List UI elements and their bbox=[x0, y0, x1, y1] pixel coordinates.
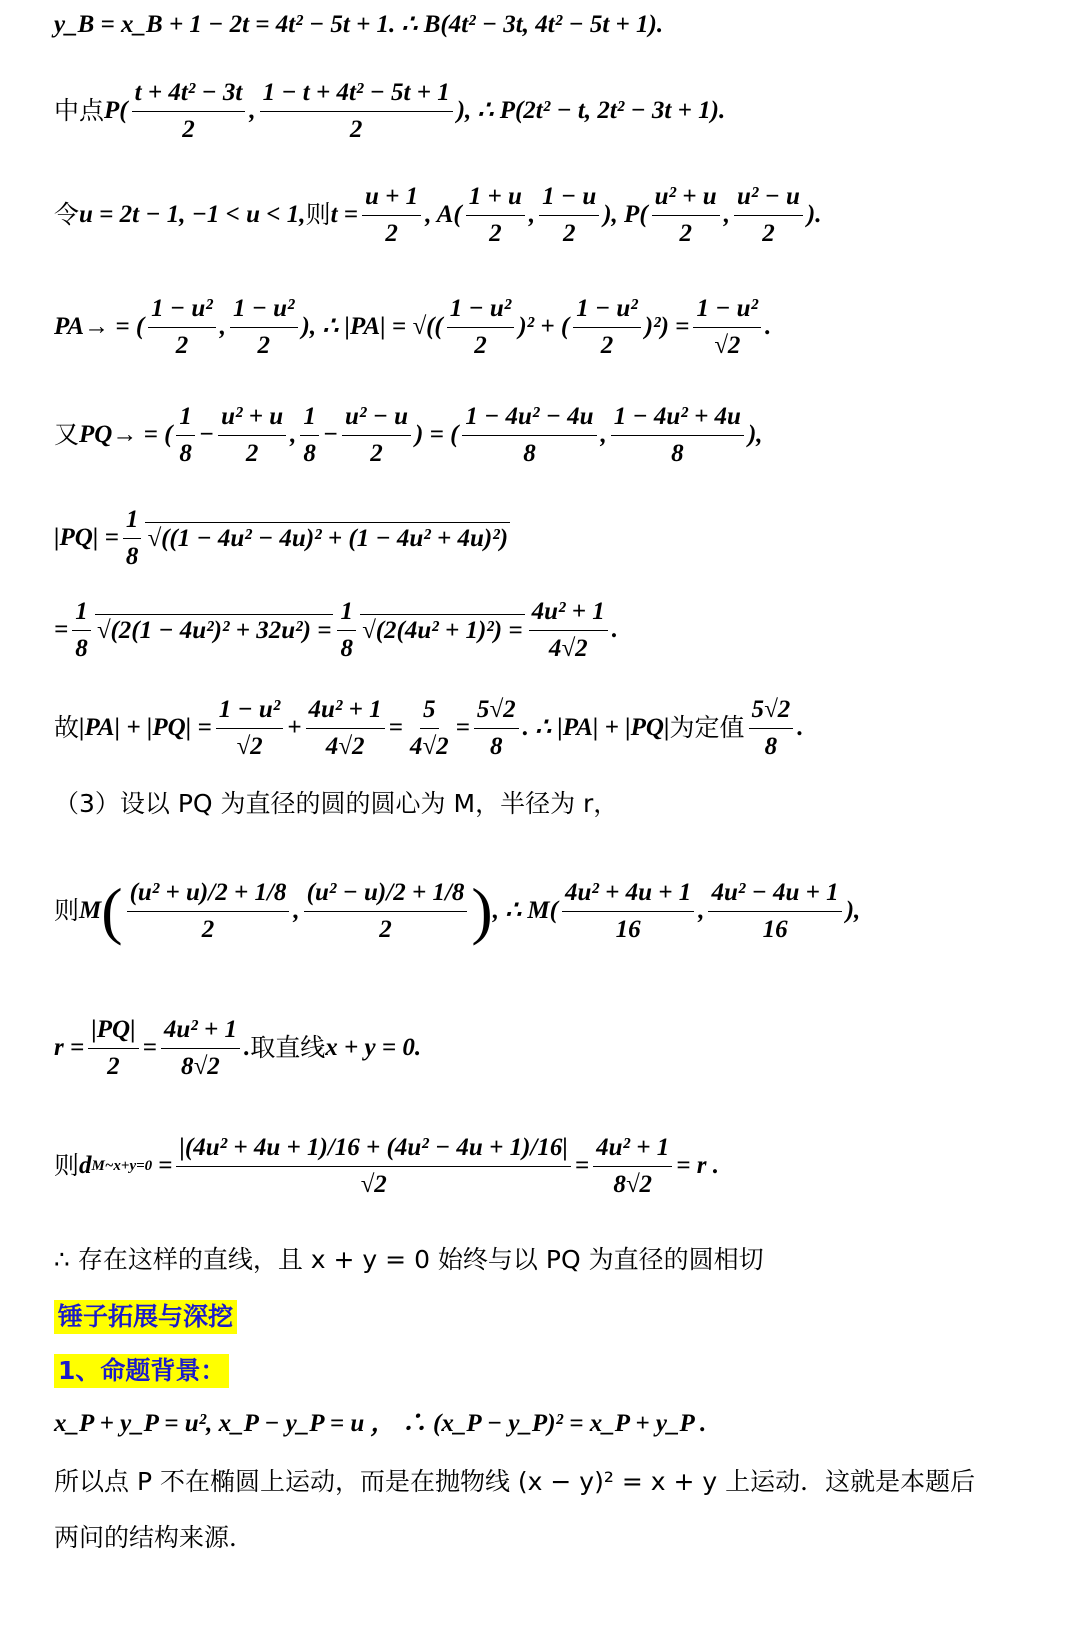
denominator: 16 bbox=[615, 915, 641, 943]
line-11-line: x + y = 0. bbox=[325, 1034, 422, 1061]
line-12-end: = r . bbox=[676, 1152, 719, 1179]
fraction bbox=[407, 695, 452, 762]
numerator: 1 − u² bbox=[148, 294, 216, 328]
denominator: 2 bbox=[257, 331, 271, 359]
line-8-b: . ∴ |PA| + |PQ| bbox=[522, 714, 670, 741]
sqrt-expression: √((1 − 4u² − 4u)² + (1 − 4u² + 4u)²) bbox=[145, 522, 510, 554]
line-11-cn: 取直线 bbox=[250, 1033, 326, 1062]
denominator: 8 bbox=[671, 439, 684, 467]
line-4-d: )²) = bbox=[644, 313, 690, 340]
line-2-p: P( bbox=[104, 97, 128, 124]
denominator: 8 bbox=[764, 732, 778, 760]
line-8-cn2: 为定值 bbox=[669, 713, 745, 742]
line-10-end: ), bbox=[845, 897, 861, 924]
part-3-intro: （3）设以 PQ 为直径的圆的圆心为 M，半径为 r， bbox=[54, 789, 619, 818]
denominator: 2 bbox=[245, 439, 259, 467]
fraction bbox=[127, 878, 290, 945]
line-10 bbox=[54, 846, 1050, 976]
subsection-heading: 1、命题背景： bbox=[54, 1354, 229, 1388]
comma: , bbox=[249, 97, 256, 124]
denominator: 8 bbox=[179, 439, 192, 467]
line-15 bbox=[54, 1350, 1050, 1392]
line-10-cn: 则 bbox=[54, 896, 80, 925]
fraction bbox=[161, 1015, 240, 1082]
numerator: 1 − 4u² + 4u bbox=[611, 402, 744, 436]
line-1-text: y_B = x_B + 1 − 2t = 4t² − 5t + 1. ∴ B(4t² − 3t, 4t² − 5t + 1). bbox=[54, 11, 664, 38]
line-4-c: )² + ( bbox=[518, 313, 570, 340]
line-12-cn: 则 bbox=[54, 1151, 80, 1180]
numerator: |(4u² + 4u + 1)/16 + (4u² − 4u + 1)/16| bbox=[176, 1133, 570, 1167]
line-3-t: t = bbox=[330, 201, 359, 228]
line-10-b: , ∴ M( bbox=[492, 897, 558, 924]
line-6-a: |PQ| = bbox=[54, 524, 119, 551]
fraction bbox=[573, 294, 641, 361]
denominator: 4√2 bbox=[548, 634, 588, 662]
denominator: 2 bbox=[385, 219, 398, 247]
denominator: 2 bbox=[679, 219, 692, 247]
denominator: 4√2 bbox=[409, 732, 449, 760]
line-3-a: u = 2t − 1, −1 < u < 1, bbox=[79, 201, 306, 228]
sqrt-expression: √(2(4u² + 1)²) = bbox=[360, 614, 525, 646]
line-16 bbox=[54, 1404, 1050, 1444]
denominator: 4√2 bbox=[325, 732, 365, 760]
denominator: √2 bbox=[360, 1170, 387, 1198]
numerator: 5√2 bbox=[474, 695, 519, 729]
numerator: 1 − u² bbox=[693, 294, 761, 328]
numerator: 1 bbox=[300, 402, 319, 436]
minus: − bbox=[322, 421, 339, 448]
fraction bbox=[652, 182, 720, 249]
numerator: 5√2 bbox=[749, 695, 794, 729]
fraction bbox=[466, 182, 525, 249]
line-18 bbox=[54, 1518, 1050, 1558]
line-12 bbox=[54, 1108, 1050, 1224]
fraction bbox=[132, 78, 246, 145]
numerator: 1 bbox=[176, 402, 195, 436]
numerator: u + 1 bbox=[362, 182, 421, 216]
numerator: u² − u bbox=[342, 402, 411, 436]
line-2-tail: ), ∴ P(2t² − t, 2t² − 3t + 1). bbox=[456, 97, 726, 124]
line-3-end: ). bbox=[806, 201, 822, 228]
line-8-cn: 故 bbox=[54, 713, 80, 742]
numerator: 1 + u bbox=[466, 182, 525, 216]
fraction bbox=[362, 182, 421, 249]
denominator: 2 bbox=[489, 219, 502, 247]
fraction bbox=[529, 597, 608, 664]
line-1 bbox=[54, 4, 1050, 46]
fraction bbox=[342, 402, 411, 469]
line-4 bbox=[54, 282, 1050, 372]
denominator: 8 bbox=[523, 439, 536, 467]
denominator: 16 bbox=[762, 915, 788, 943]
line-12-sub: M~x+y=0 bbox=[91, 1158, 153, 1174]
numerator: |PQ| bbox=[88, 1015, 138, 1049]
line-3-P: ), P( bbox=[603, 201, 648, 228]
denominator: 2 bbox=[379, 915, 392, 943]
fraction bbox=[260, 78, 453, 145]
line-2-cn: 中点 bbox=[54, 96, 105, 125]
minus: − bbox=[198, 421, 215, 448]
fraction bbox=[304, 878, 468, 945]
denominator: √2 bbox=[714, 331, 741, 359]
comma: , bbox=[723, 201, 730, 228]
numerator: 4u² + 1 bbox=[529, 597, 608, 631]
line-8 bbox=[54, 686, 1050, 770]
equals: = bbox=[142, 1034, 157, 1061]
line-5-b: ) = ( bbox=[415, 421, 459, 448]
denominator: 2 bbox=[474, 331, 487, 359]
line-3 bbox=[54, 172, 1050, 258]
fraction bbox=[593, 1133, 672, 1200]
numerator: 4u² + 1 bbox=[593, 1133, 672, 1167]
fraction bbox=[176, 402, 195, 469]
denominator: 8 bbox=[340, 634, 353, 662]
line-12-d: d bbox=[79, 1152, 92, 1179]
line-6 bbox=[54, 500, 1050, 576]
numerator: u² − u bbox=[734, 182, 803, 216]
fraction bbox=[474, 695, 519, 762]
fraction bbox=[218, 402, 286, 469]
line-3-cn: 令 bbox=[54, 200, 80, 229]
denominator: 8 bbox=[303, 439, 316, 467]
line-8-a: |PA| + |PQ| = bbox=[79, 714, 212, 741]
numerator: (u² − u)/2 + 1/8 bbox=[304, 878, 468, 912]
background-equations: x_P + y_P = u², x_P − y_P = u ， ∴ (x_P − y_P)² = x_P + y_P . bbox=[54, 1410, 707, 1437]
fraction bbox=[176, 1133, 570, 1200]
fraction bbox=[306, 695, 385, 762]
numerator: u² + u bbox=[218, 402, 286, 436]
numerator: 1 − u² bbox=[573, 294, 641, 328]
numerator: u² + u bbox=[652, 182, 720, 216]
explanation-end: 两问的结构来源． bbox=[54, 1523, 255, 1552]
numerator: 4u² + 4u + 1 bbox=[562, 878, 694, 912]
denominator: 2 bbox=[762, 219, 775, 247]
fraction bbox=[462, 402, 596, 469]
numerator: 4u² + 1 bbox=[161, 1015, 240, 1049]
numerator: 1 − u² bbox=[447, 294, 515, 328]
line-11-r: r = bbox=[54, 1034, 85, 1061]
numerator: 5 bbox=[420, 695, 439, 729]
denominator: 8 bbox=[490, 732, 503, 760]
numerator: 1 − u² bbox=[230, 294, 298, 328]
denominator: 2 bbox=[562, 219, 576, 247]
sqrt-expression: √(2(1 − 4u²)² + 32u²) = bbox=[95, 614, 334, 646]
line-9 bbox=[54, 784, 1050, 824]
fraction bbox=[539, 182, 599, 249]
line-4-a: PA→ = ( bbox=[54, 313, 145, 340]
period: . bbox=[797, 714, 804, 741]
line-3-cn2: 则 bbox=[305, 200, 331, 229]
period: . bbox=[243, 1034, 251, 1061]
conclusion: ∴ 存在这样的直线，且 x + y = 0 始终与以 PQ 为直径的圆相切 bbox=[54, 1245, 764, 1274]
fraction bbox=[230, 294, 298, 361]
fraction bbox=[693, 294, 761, 361]
equals: = bbox=[574, 1152, 590, 1179]
numerator: 1 bbox=[72, 597, 91, 631]
denominator: 8 bbox=[125, 542, 139, 570]
fraction bbox=[88, 1015, 138, 1082]
line-3-A: , A( bbox=[425, 201, 462, 228]
numerator: (u² + u)/2 + 1/8 bbox=[127, 878, 290, 912]
denominator: 8 bbox=[75, 634, 88, 662]
line-17 bbox=[54, 1462, 1050, 1502]
line-5 bbox=[54, 392, 1050, 478]
line-4-b: ), ∴ |PA| = √(( bbox=[301, 313, 443, 340]
fraction bbox=[611, 402, 744, 469]
denominator: 2 bbox=[201, 915, 215, 943]
denominator: 2 bbox=[107, 1052, 120, 1080]
line-10-M: M bbox=[79, 897, 102, 924]
fraction bbox=[148, 294, 216, 361]
numerator: 1 − 4u² − 4u bbox=[462, 402, 596, 436]
fraction bbox=[216, 695, 284, 762]
numerator: 1 bbox=[123, 505, 142, 539]
denominator: 2 bbox=[182, 115, 195, 143]
denominator: 2 bbox=[349, 115, 363, 143]
line-14 bbox=[54, 1296, 1050, 1338]
comma: , bbox=[698, 897, 705, 924]
line-5-end: ), bbox=[747, 421, 763, 448]
fraction bbox=[734, 182, 803, 249]
line-13 bbox=[54, 1240, 1050, 1280]
comma: , bbox=[290, 421, 297, 448]
numerator: 1 − u bbox=[539, 182, 599, 216]
explanation: 所以点 P 不在椭圆上运动，而是在抛物线 (x − y)² = x + y 上运动．这就是本题后 bbox=[54, 1467, 976, 1496]
plus: + bbox=[287, 714, 302, 741]
numerator: 1 bbox=[337, 597, 356, 631]
numerator: 4u² − 4u + 1 bbox=[708, 878, 841, 912]
denominator: 2 bbox=[175, 331, 189, 359]
comma: , bbox=[219, 313, 226, 340]
denominator: 8√2 bbox=[613, 1170, 653, 1198]
comma: , bbox=[528, 201, 536, 228]
denominator: 8√2 bbox=[181, 1052, 220, 1080]
equals: = bbox=[54, 616, 69, 643]
numerator: t + 4t² − 3t bbox=[132, 78, 246, 112]
line-5-a: PQ→ = ( bbox=[79, 421, 173, 448]
line-11 bbox=[54, 1010, 1050, 1086]
fraction bbox=[123, 505, 142, 572]
right-paren: ) bbox=[471, 874, 493, 946]
denominator: 2 bbox=[600, 331, 614, 359]
fraction bbox=[447, 294, 515, 361]
fraction bbox=[708, 878, 841, 945]
period: . bbox=[611, 616, 619, 643]
line-2 bbox=[54, 68, 1050, 154]
numerator: 1 − u² bbox=[216, 695, 284, 729]
left-paren: ( bbox=[101, 874, 123, 946]
fraction bbox=[562, 878, 694, 945]
fraction bbox=[749, 695, 794, 762]
line-5-cn: 又 bbox=[54, 420, 80, 449]
equals: = bbox=[455, 714, 470, 741]
period: . bbox=[765, 313, 772, 340]
denominator: √2 bbox=[236, 732, 263, 760]
comma: , bbox=[600, 421, 607, 448]
fraction bbox=[72, 597, 91, 664]
section-heading: 锤子拓展与深挖 bbox=[54, 1300, 237, 1334]
equals: = bbox=[158, 1152, 173, 1179]
equals: = bbox=[388, 714, 403, 741]
fraction bbox=[337, 597, 356, 664]
fraction bbox=[300, 402, 319, 469]
numerator: 4u² + 1 bbox=[306, 695, 385, 729]
line-7 bbox=[54, 590, 1050, 670]
numerator: 1 − t + 4t² − 5t + 1 bbox=[260, 78, 453, 112]
comma: , bbox=[293, 897, 300, 924]
denominator: 2 bbox=[370, 439, 383, 467]
